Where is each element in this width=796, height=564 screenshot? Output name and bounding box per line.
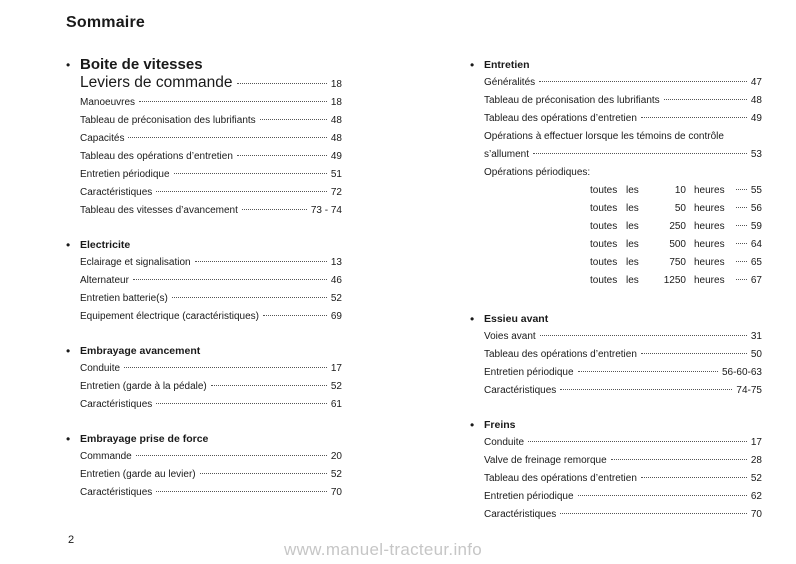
page-ref: 18 [330,79,342,90]
toc-entry[interactable]: Conduite 17 [484,434,762,452]
dot-leader [664,98,747,100]
toc-entry[interactable]: Caractéristiques 72 [80,184,342,202]
toc-entry[interactable]: s’allument 53 [484,146,762,164]
toc-entry[interactable]: Caractéristiques 70 [484,506,762,524]
section-heading: Electricite [80,239,131,251]
page-ref: 72 [330,187,342,198]
toc-entry-line: Opérations à effectuer lorsque les témoins de contrôle [484,131,724,142]
dot-leader [736,188,747,190]
toc-entry[interactable]: Capacités 48 [80,130,342,148]
toc-entry[interactable]: Tableau de préconisation des lubrifiants 48 [484,92,762,110]
dot-leader [736,260,747,262]
page-ref: 69 [330,311,342,322]
dot-leader [736,224,747,226]
page-ref: 31 [750,331,762,342]
dot-leader [578,494,747,496]
page-ref: 64 [750,239,762,250]
dot-leader [560,388,732,390]
page-ref: 61 [330,399,342,410]
dot-leader [211,384,327,386]
page-ref: 49 [750,113,762,124]
section-heading: Essieu avant [484,313,549,325]
toc-entry[interactable]: Alternateur 46 [80,272,342,290]
page-ref: 48 [330,133,342,144]
dot-leader [540,334,747,336]
dot-leader [539,80,747,82]
bullet-icon: • [66,58,71,72]
periodic-row[interactable]: toutes les 50 heures 56 [590,200,762,218]
toc-right-column [470,56,762,524]
watermark: www.manuel-tracteur.info [284,540,483,559]
section-heading: Boite de vitesses [80,56,203,73]
page-ref: 62 [750,491,762,502]
dot-leader [736,242,747,244]
dot-leader [174,172,327,174]
dot-leader [578,370,718,372]
toc-entry[interactable]: Conduite 17 [80,360,342,378]
dot-leader [611,458,747,460]
toc-entry[interactable]: Généralités 47 [484,74,762,92]
dot-leader [139,100,327,102]
section-heading: Freins [484,419,516,431]
dot-leader [242,208,307,210]
dot-leader [560,512,747,514]
page-ref: 70 [750,509,762,520]
periodic-row[interactable]: toutes les 10 heures 55 [590,182,762,200]
toc-entry[interactable]: Eclairage et signalisation 13 [80,254,342,272]
dot-leader [260,118,327,120]
dot-leader [156,402,327,404]
page-number: 2 [68,534,75,546]
toc-entry[interactable]: Voies avant 31 [484,328,762,346]
dot-leader [172,296,327,298]
dot-leader [736,278,747,280]
page-ref: 50 [750,349,762,360]
toc-entry[interactable]: Caractéristiques 70 [80,484,342,502]
bullet-icon: • [470,58,475,72]
toc-entry[interactable]: Manoeuvres 18 [80,94,342,112]
page-ref: 52 [330,381,342,392]
dot-leader [124,366,327,368]
page-ref: 28 [750,455,762,466]
toc-entry[interactable]: Tableau de préconisation des lubrifiants 48 [80,112,342,130]
dot-leader [200,472,327,474]
page-ref: 52 [750,473,762,484]
dot-leader [641,352,747,354]
section-heading: Embrayage prise de force [80,433,209,445]
periodic-list [484,182,762,290]
page-ref: 52 [330,469,342,480]
page-ref: 59 [750,221,762,232]
toc-entry[interactable]: Tableau des opérations d’entretien 52 [484,470,762,488]
toc-section-electricite [66,236,342,326]
dot-leader [237,82,327,84]
dot-leader [736,206,747,208]
toc-entry[interactable]: Entretien périodique 62 [484,488,762,506]
toc-entry[interactable]: Caractéristiques 74-75 [484,382,762,400]
dot-leader [156,190,327,192]
toc-entry[interactable]: Tableau des vitesses d’avancement 73 - 74 [80,202,342,220]
page-ref: 13 [330,257,342,268]
toc-entry[interactable]: Commande 20 [80,448,342,466]
bullet-icon: • [66,344,71,358]
toc-section-essieu-avant [470,310,762,400]
page-ref: 17 [750,437,762,448]
page-ref: 17 [330,363,342,374]
page-ref: 70 [330,487,342,498]
section-heading: Entretien [484,59,530,71]
page-ref: 49 [330,151,342,162]
dot-leader [528,440,747,442]
page-ref: 65 [750,257,762,268]
page-ref: 73 - 74 [310,205,342,216]
toc-entry[interactable]: Tableau des opérations d’entretien 49 [80,148,342,166]
page-ref: 51 [330,169,342,180]
toc-section-boite-de-vitesses [66,56,342,220]
dot-leader [263,314,327,316]
page-ref: 55 [750,185,762,196]
toc-section-freins [470,416,762,524]
dot-leader [133,278,327,280]
toc-entry[interactable]: Equipement électrique (caractéristiques) 69 [80,308,342,326]
toc-entry[interactable]: Valve de freinage remorque 28 [484,452,762,470]
periodic-row[interactable]: toutes les 1250 heures 67 [590,272,762,290]
page-ref: 56-60-63 [721,367,762,378]
toc-entry[interactable]: Entretien périodique 56-60-63 [484,364,762,382]
page-title: Sommaire [66,14,145,31]
page-ref: 52 [330,293,342,304]
section-heading: Embrayage avancement [80,345,201,357]
toc-entry[interactable]: Entretien (garde au levier) 52 [80,466,342,484]
dot-leader [128,136,326,138]
periodic-row[interactable]: toutes les 250 heures 59 [590,218,762,236]
toc-section-entretien [470,56,762,290]
bullet-icon: • [470,418,475,432]
toc-entry[interactable]: Entretien (garde à la pédale) 52 [80,378,342,396]
page-ref: 53 [750,149,762,160]
periodic-row[interactable]: toutes les 500 heures 64 [590,236,762,254]
toc-entry[interactable]: Caractéristiques 61 [80,396,342,414]
dot-leader [156,490,327,492]
dot-leader [195,260,327,262]
dot-leader [533,152,747,154]
page-ref: 67 [750,275,762,286]
page-ref: 74-75 [736,385,762,396]
toc-section-embrayage-avancement [66,342,342,414]
toc-entry[interactable]: Tableau des opérations d’entretien 50 [484,346,762,364]
dot-leader [237,154,327,156]
toc-entry[interactable]: Leviers de commande 18 [80,74,342,94]
toc-entry[interactable]: Tableau des opérations d’entretien 49 [484,110,762,128]
page-ref: 20 [330,451,342,462]
page-ref: 46 [330,275,342,286]
bullet-icon: • [66,432,71,446]
toc-entry[interactable]: Entretien périodique 51 [80,166,342,184]
dot-leader [136,454,327,456]
dot-leader [641,476,747,478]
bullet-icon: • [470,312,475,326]
bullet-icon: • [66,238,71,252]
toc-entry[interactable]: Entretien batterie(s) 52 [80,290,342,308]
dot-leader [641,116,747,118]
page-ref: 48 [330,115,342,126]
toc-section-embrayage-prise-de-force [66,430,342,502]
page-ref: 48 [750,95,762,106]
page-ref: 56 [750,203,762,214]
toc-left-column [66,56,342,502]
page-ref: 18 [330,97,342,108]
page-ref: 47 [750,77,762,88]
periodic-heading: Opérations périodiques: [484,167,591,178]
periodic-row[interactable]: toutes les 750 heures 65 [590,254,762,272]
